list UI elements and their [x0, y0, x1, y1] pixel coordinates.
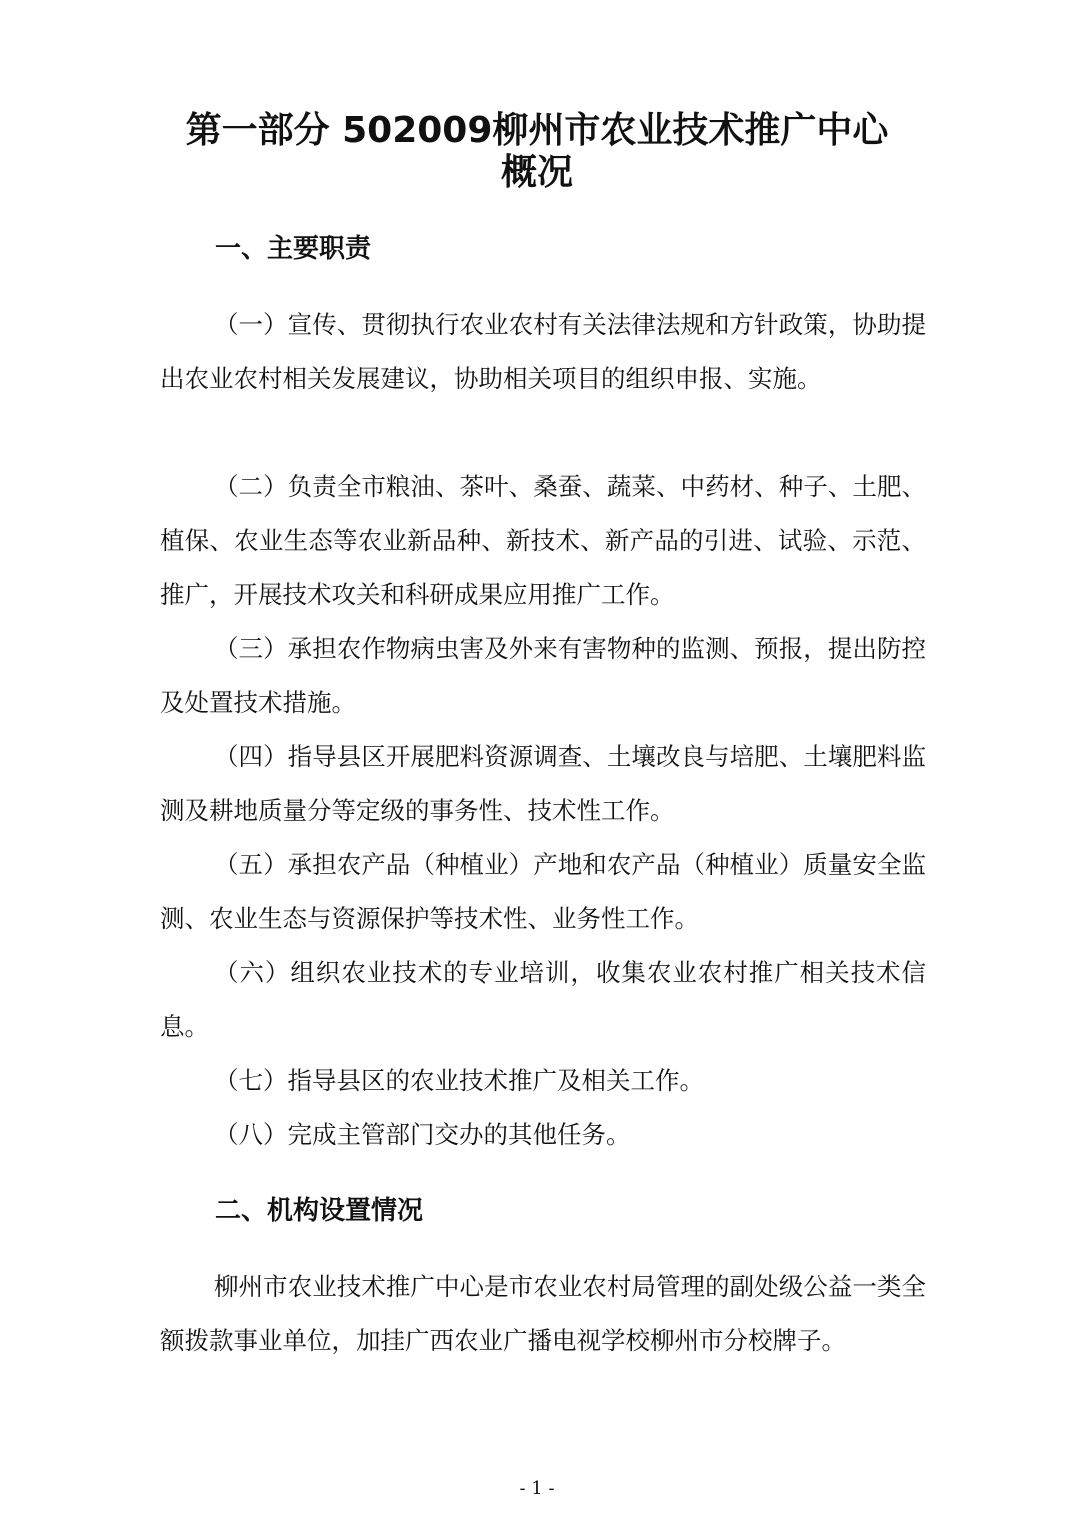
document-title-line-1: 第一部分 502009柳州市农业技术推广中心 — [185, 110, 889, 151]
organization-paragraph: 柳州市农业技术推广中心是市农业农村局管理的副处级公益一类全额拨款事业单位，加挂广西农业广播电视学校柳州市分校牌子。 — [160, 1272, 926, 1355]
duty-item-7: （七）指导县区的农业技术推广及相关工作。 — [214, 1066, 704, 1095]
duty-item-5: （五）承担农产品（种植业）产地和农产品（种植业）质量安全监测、农业生态与资源保护等技术性、业务性工作。 — [160, 850, 926, 933]
page-number: - 1 - — [519, 1478, 555, 1499]
duty-item-6: （六）组织农业技术的专业培训，收集农业农村推广相关技术信息。 — [160, 958, 926, 1041]
duty-item-3: （三）承担农作物病虫害及外来有害物种的监测、预报，提出防控及处置技术措施。 — [160, 634, 926, 717]
duty-item-2: （二）负责全市粮油、茶叶、桑蚕、蔬菜、中药材、种子、土肥、植保、农业生态等农业新品种、新技术、新产品的引进、试验、示范、推广，开展技术攻关和科研成果应用推广工作。 — [160, 472, 926, 609]
document-title-line-2: 概况 — [500, 152, 573, 193]
section-heading-main-duties: 一、主要职责 — [215, 234, 372, 264]
duty-item-1: （一）宣传、贯彻执行农业农村有关法律法规和方针政策，协助提出农业农村相关发展建议，协助相关项目的组织申报、实施。 — [160, 310, 926, 393]
duty-item-4: （四）指导县区开展肥料资源调查、土壤改良与培肥、土壤肥料监测及耕地质量分等定级的事务性、技术性工作。 — [160, 742, 926, 825]
duty-item-8: （八）完成主管部门交办的其他任务。 — [214, 1120, 631, 1149]
section-heading-organization: 二、机构设置情况 — [215, 1196, 424, 1226]
